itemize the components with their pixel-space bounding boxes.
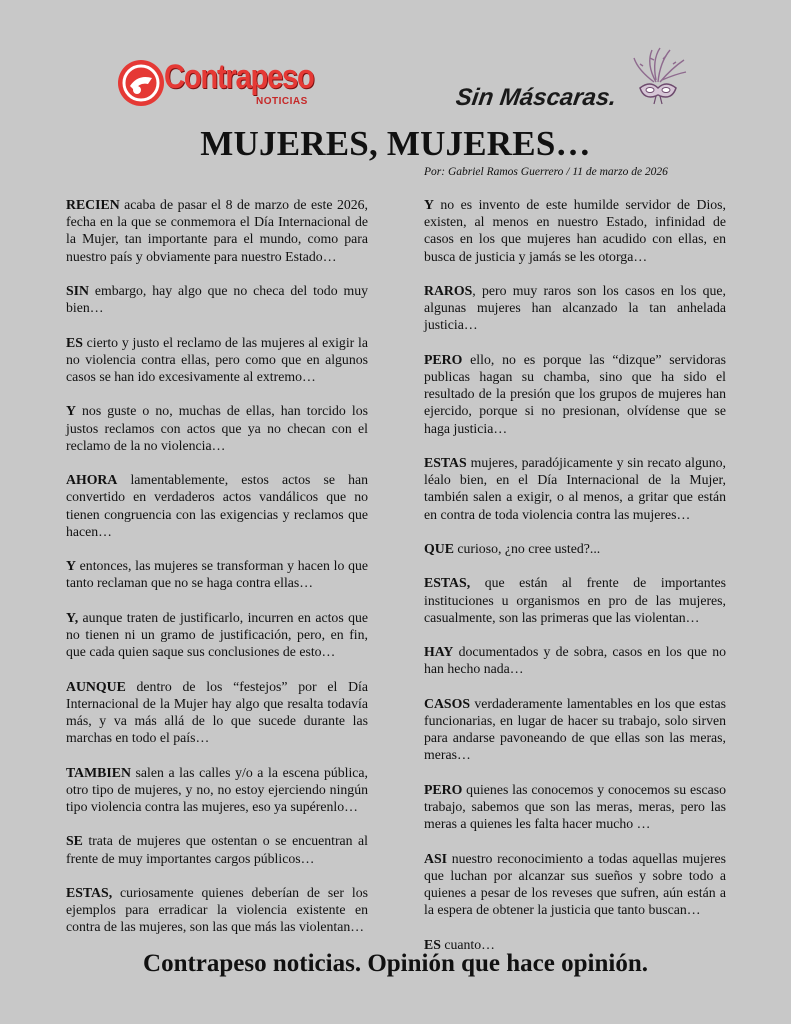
paragraph: TAMBIEN salen a las calles y/o a la escena pública, otro tipo de mujeres, y no, no estoy ejerciendo ningún tipo violencia contra las mujeres, eso ya supérenlo… [66,764,368,814]
brand-name: Contrapeso [164,58,314,96]
paragraph: Y nos guste o no, muchas de ellas, han torcido los justos reclamos con actos que ya no checan con el reclamo de la no violencia… [66,403,368,453]
paragraph: HAY documentados y de sobra, casos en los que no han hecho nada… [424,644,726,677]
paragraph: PERO ello, no es porque las “dizque” servidoras publicas hagan su chamba, sino que ha sido el resultado de la presión que los grupos de mujeres han ejercido, porque si no presionan, olvídense que se haga justicia… [424,351,726,436]
article-byline: Por: Gabriel Ramos Guerrero / 11 de marzo de 2026 [424,166,668,178]
paragraph: SIN embargo, hay algo que no checa del todo muy bien… [66,283,368,316]
paragraph: AHORA lamentablemente, estos actos se han convertido en verdaderos actos vandálicos que no tienen congruencia con las exigencias y reclamos que hacen… [66,472,368,539]
paragraph: ES cierto y justo el reclamo de las mujeres al exigir la no violencia contra ellas, pero como que en algunos casos se han ido excesivamente al extremo… [66,334,368,384]
paragraph: RAROS, pero muy raros son los casos en los que, algunas mujeres han alcanzado la tan anhelada justicia… [424,283,726,333]
contrapeso-logo [118,58,318,110]
paragraph: AUNQUE dentro de los “festejos” por el Día Internacional de la Mujer hay algo que resalta todavía más, y va más allá de lo que sucede durante las marchas en todo el país… [66,678,368,746]
paragraph: SE trata de mujeres que ostentan o se encuentran al frente de muy importantes cargos públicos… [66,833,368,866]
paragraph: ESTAS, curiosamente quienes deberían de ser los ejemplos para erradicar la violencia existente en contra de las mujeres, son las que más las violentan… [66,884,368,935]
article-left-column [66,196,368,953]
article-title: MUJERES, MUJERES… [200,124,591,163]
footer-slogan: Contrapeso noticias. Opinión que hace opinión. [143,950,648,977]
paragraph: Y no es invento de este humilde servidor de Dios, existen, al menos en nuestro Estado, infinidad de casos en los que mujeres han acudido con ellas, en busca de justicia y jamás se les otorga… [424,197,726,264]
paragraph: ES cuanto… [424,936,495,952]
paragraph: RECIEN acaba de pasar el 8 de marzo de este 2026, fecha en la que se conmemora el Día Internacional de la Mujer, tan importante para el mundo, como para nuestro país y obviamente para nuestro Estado… [66,197,368,264]
paragraph: PERO quienes las conocemos y conocemos su escaso trabajo, sabemos que son las meras, meras, pero las meras a quienes les falta hacer mucho … [424,781,726,832]
paragraph: CASOS verdaderamente lamentables en los que estas funcionarias, en lugar de hacer su trabajo, solo sirven para andarse pavoneando de que ellas son las meras, meras… [424,695,726,763]
paragraph: QUE curioso, ¿no cree usted?... [424,541,601,556]
paragraph: ESTAS, que están al frente de importantes instituciones u organismos en pro de las mujeres, casualmente, son las primeras que las violentan… [424,575,726,625]
article-right-column [424,196,726,970]
carnival-mask-icon [626,44,690,113]
brand-subtitle: NOTICIAS [256,96,308,107]
paragraph: Y entonces, las mujeres se transforman y hacen lo que tanto reclaman que no se haga contra ellas… [66,558,368,591]
column-name: Sin Máscaras. [454,84,619,111]
paragraph: ASI nuestro reconocimiento a todas aquellas mujeres que luchan por alcanzar sus sueños y sobre todo a quienes a pesar de los reveses que sufren, aún están a la espera de obtener la justicia que tanto buscan… [424,850,726,918]
paragraph: Y, aunque traten de justificarlo, incurren en actos que no tienen ni un gramo de justificación, pero, en fin, que cada quien saque sus conclusiones de esto… [66,609,368,660]
paragraph: ESTAS mujeres, paradójicamente y sin recato alguno, léalo bien, en el Día Internacional de la Mujer, también salen a exigir, o al menos, a gritar que están en contra de toda violencia contra las mujeres… [424,455,726,522]
contrapeso-emblem-icon [118,60,164,106]
